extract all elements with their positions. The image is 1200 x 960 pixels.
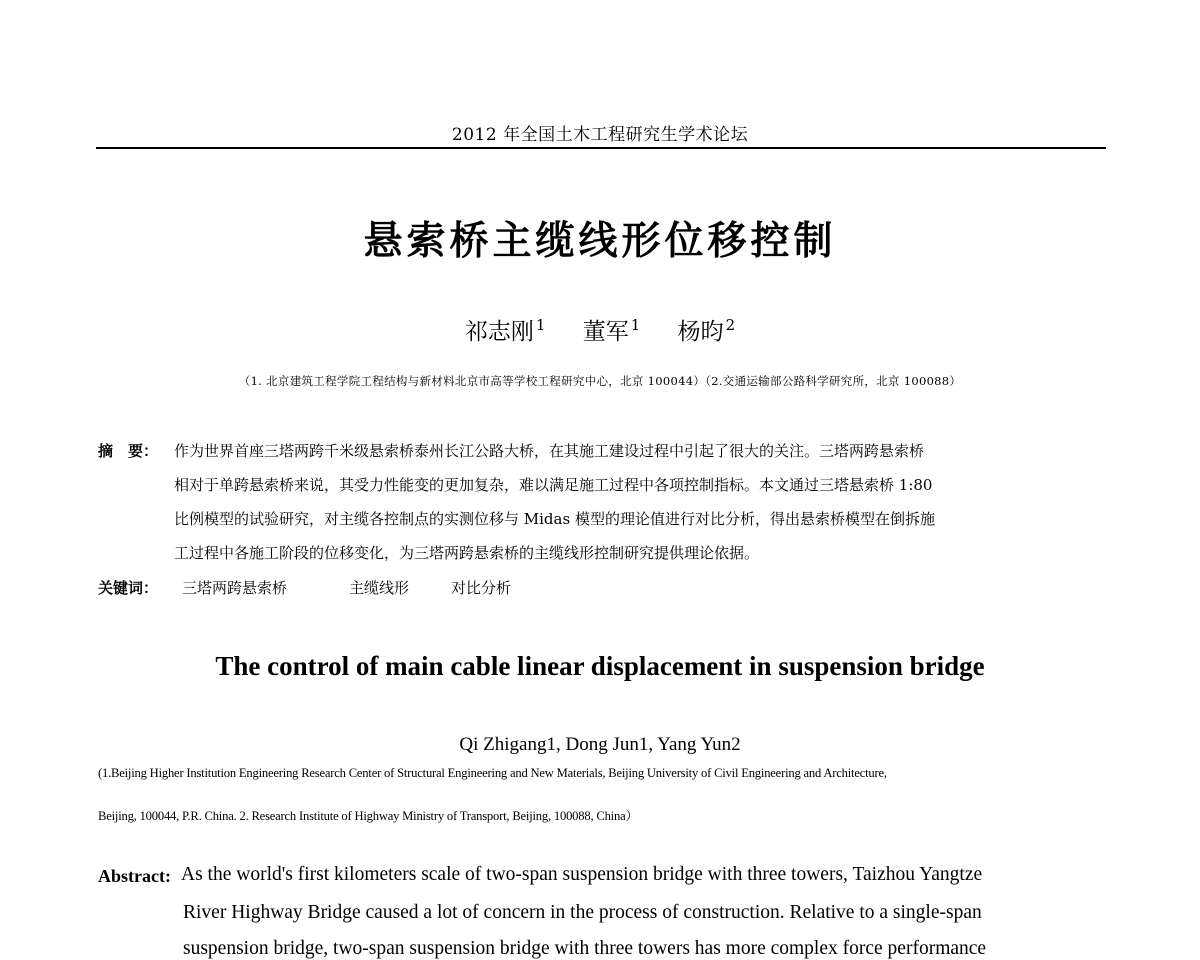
keyword-1: 三塔两跨悬索桥: [182, 579, 288, 597]
english-abstract-line-1: As the world's first kilometers scale of two-span suspension bridge with three towers, Taizhou Yangtze: [181, 864, 983, 885]
chinese-affiliation: （1. 北京建筑工程学院工程结构与新材料北京市高等学校工程研究中心，北京 100044）（2.交通运输部公路科学研究所，北京 100088）: [238, 374, 962, 388]
author-1: [464, 316, 546, 345]
english-title: The control of main cable linear displacement in suspension bridge: [215, 651, 985, 681]
chinese-abstract-line-1: 作为世界首座三塔两跨千米级悬索桥泰州长江公路大桥，在其施工建设过程中引起了很大的关注。三塔两跨悬索桥: [174, 442, 925, 460]
author-2-name: 董军: [582, 319, 629, 345]
header-rule: [96, 147, 1106, 149]
english-affiliation-line-2: Beijing, 100044, P.R. China. 2. Research Institute of Highway Ministry of Transport, Beijing, 100088, China）: [98, 809, 638, 823]
author-2: [582, 316, 641, 345]
chinese-abstract-line-4: 工过程中各施工阶段的位移变化，为三塔两跨悬索桥的主缆线形控制研究提供理论依据。: [174, 544, 760, 562]
english-affiliation-line-1: (1.Beijing Higher Institution Engineering Research Center of Structural Engineering and New Materials, Beijing University of Civil Engineering and Architecture,: [98, 766, 887, 780]
english-abstract-line-3: suspension bridge, two-span suspension bridge with three towers has more complex force performance: [183, 938, 987, 959]
chinese-keywords-label: 关键词：: [98, 579, 159, 597]
chinese-authors: [0, 313, 1200, 346]
author-3: [677, 316, 736, 345]
author-1-name: 祁志刚: [464, 319, 534, 345]
keyword-3: 对比分析: [451, 579, 512, 597]
author-1-sup: 1: [535, 316, 546, 334]
english-abstract-label: Abstract:: [98, 866, 171, 886]
english-authors: Qi Zhigang1, Dong Jun1, Yang Yun2: [459, 734, 741, 755]
author-3-sup: 2: [725, 316, 736, 334]
chinese-abstract-label: 摘 要：: [98, 442, 159, 460]
english-abstract-line-2: River Highway Bridge caused a lot of concern in the process of construction. Relative to a single-span: [183, 902, 982, 923]
running-header: 2012 年全国土木工程研究生学术论坛: [451, 125, 749, 145]
author-2-sup: 1: [630, 316, 641, 334]
chinese-title: 悬索桥主缆线形位移控制: [363, 219, 837, 264]
chinese-abstract-line-3: 比例模型的试验研究，对主缆各控制点的实测位移与 Midas 模型的理论值进行对比分析，得出悬索桥模型在倒拆施: [174, 510, 935, 528]
author-3-name: 杨昀: [677, 319, 724, 345]
keyword-2: 主缆线形: [349, 579, 410, 597]
chinese-abstract-line-2: 相对于单跨悬索桥来说，其受力性能变的更加复杂，难以满足施工过程中各项控制指标。本文通过三塔悬索桥 1:80: [174, 476, 933, 494]
